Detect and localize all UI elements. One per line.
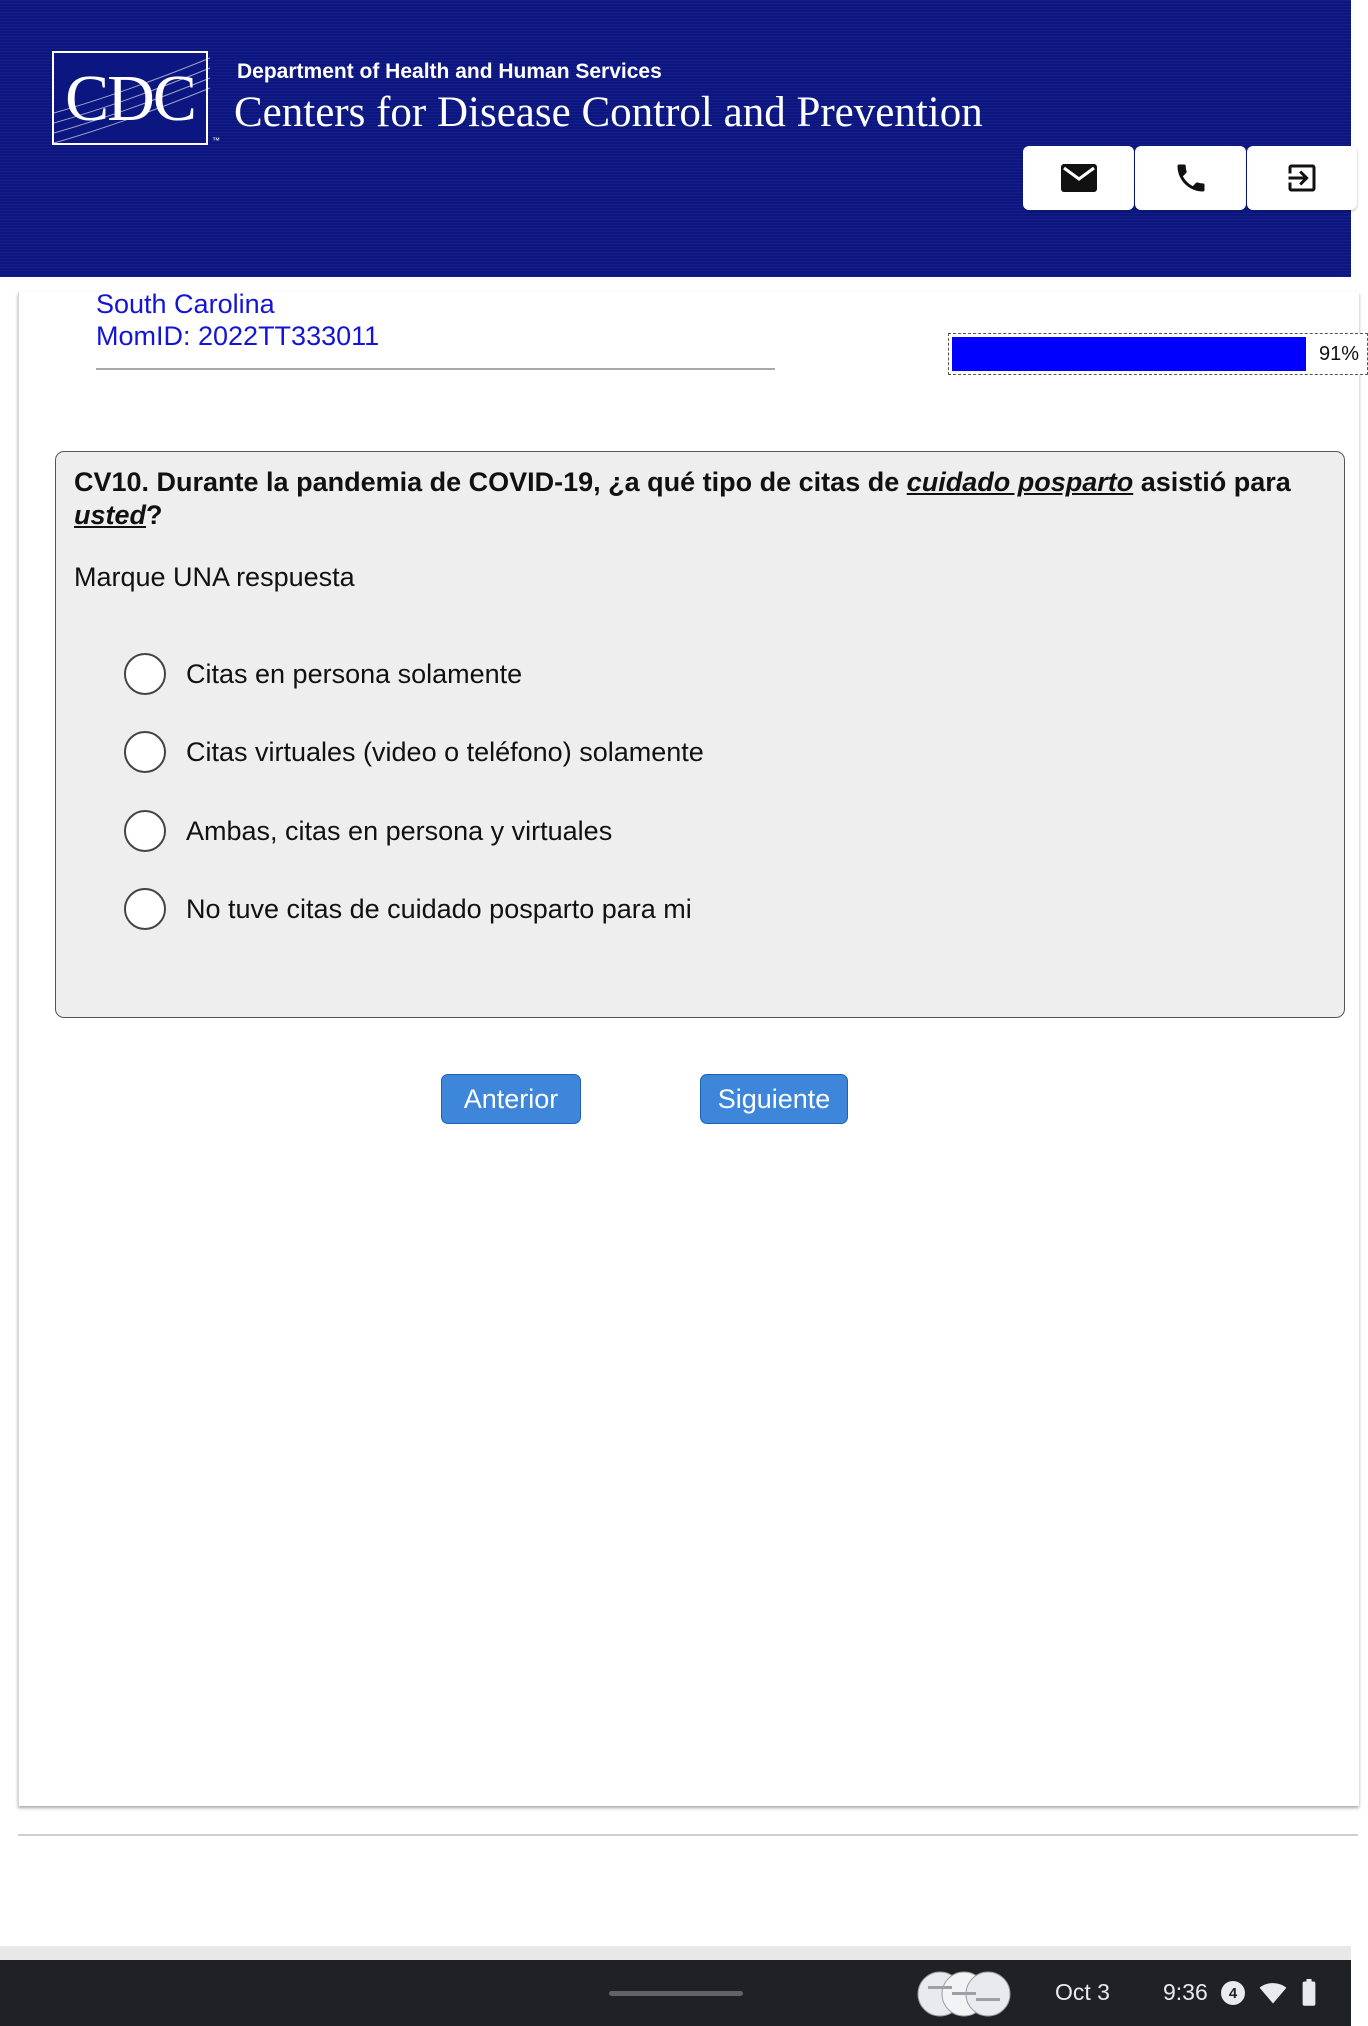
question-emphasis: cuidado posparto	[906, 467, 1134, 497]
department-name: Department of Health and Human Services	[237, 60, 662, 83]
question-text	[74, 466, 1314, 532]
answer-option-3[interactable]	[124, 807, 612, 855]
site-header	[0, 0, 1351, 277]
page-bottom-strip	[0, 1946, 1351, 1960]
recent-apps-thumbnails-icon[interactable]	[916, 1970, 1012, 2018]
progress-fill	[952, 337, 1306, 371]
question-instruction: Marque UNA respuesta	[74, 562, 355, 592]
answer-label[interactable]: Ambas, citas en persona y virtuales	[186, 815, 613, 846]
radio-button[interactable]	[124, 888, 166, 930]
exit-button[interactable]	[1247, 146, 1357, 210]
state-label: South Carolina	[96, 289, 275, 319]
trademark-mark: ™	[212, 136, 220, 145]
logo-text: CDC	[65, 62, 195, 135]
question-part: asistió para	[1133, 467, 1291, 497]
cdc-logo	[52, 51, 208, 145]
previous-button[interactable]: Anterior	[441, 1074, 581, 1124]
center-name: Centers for Disease Control and Prevention	[234, 89, 983, 136]
answer-option-4[interactable]	[124, 885, 692, 933]
radio-button[interactable]	[124, 810, 166, 852]
email-button[interactable]	[1023, 146, 1134, 210]
next-button[interactable]: Siguiente	[700, 1074, 848, 1124]
answer-label[interactable]: Citas en persona solamente	[186, 658, 523, 689]
answer-option-2[interactable]	[124, 728, 704, 776]
answer-option-1[interactable]	[124, 650, 522, 698]
battery-icon	[1301, 1979, 1317, 2007]
radio-button[interactable]	[124, 653, 166, 695]
system-time: 9:36	[1163, 1979, 1208, 2005]
question-part: CV10. Durante la pandemia de COVID-19, ¿a qué tipo de citas de	[74, 467, 907, 497]
answer-label[interactable]: Citas virtuales (video o teléfono) solamente	[186, 736, 704, 767]
answer-label[interactable]: No tuve citas de cuidado posparto para mi	[186, 893, 692, 924]
wifi-icon	[1259, 1981, 1287, 2005]
phone-button[interactable]	[1135, 146, 1246, 210]
progress-bar	[948, 333, 1368, 375]
home-handle[interactable]	[609, 1991, 743, 1996]
mail-icon	[1060, 163, 1098, 193]
mom-id-label: MomID: 2022TT333011	[96, 321, 380, 351]
radio-button[interactable]	[124, 731, 166, 773]
notification-badge[interactable]: 4	[1221, 1981, 1245, 2005]
phone-icon	[1173, 160, 1209, 196]
exit-icon	[1284, 160, 1320, 196]
question-part: ?	[146, 500, 163, 530]
progress-percent: 91%	[1318, 343, 1359, 365]
info-divider	[96, 368, 775, 370]
panel-bottom-divider	[18, 1834, 1358, 1836]
question-emphasis: usted	[74, 500, 147, 530]
system-date: Oct 3	[1055, 1979, 1110, 2005]
